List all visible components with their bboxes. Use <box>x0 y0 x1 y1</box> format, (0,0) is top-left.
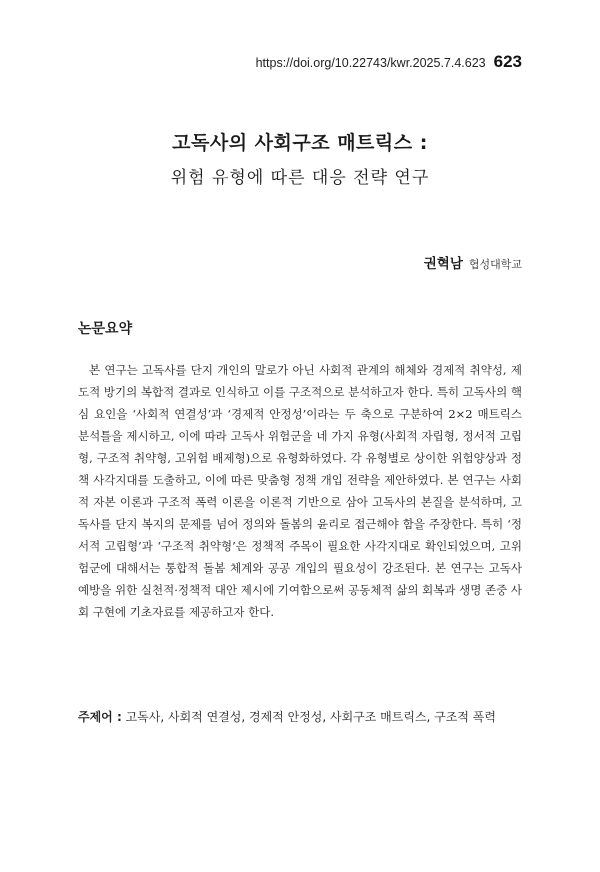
page-number: 623 <box>493 52 522 71</box>
keywords-line <box>78 708 538 725</box>
title-block <box>0 128 600 188</box>
page-header <box>256 52 522 72</box>
keywords-label: 주제어 : <box>78 710 122 724</box>
abstract-body: 본 연구는 고독사를 단지 개인의 말로가 아닌 사회적 관계의 해체와 경제적 취약성, 제도적 방기의 복합적 결과로 인식하고 이를 구조적으로 분석하고자 한다. 특히 고독사의 핵심 요인을 ‘사회적 연결성’과 ‘경제적 안정성’이라는 두 축으로 구분하여 2×2 매트릭스 분석틀을 제시하고, 이에 따라 고독사 위험군을 네 가지 유형(사회적 자립형, 정서적 고립형, 구조적 취약형, 고위험 배제형)으로 유형화하였다. 각 유형별로 상이한 위험양상과 정책 사각지대를 도출하고, 이에 따른 맞춤형 정책 개입 전략을 제안하였다. 본 연구는 사회적 자본 이론과 구조적 폭력 이론을 이론적 기반으로 삼아 고독사의 본질을 분석하며, 고독사를 단지 복지의 문제를 넘어 정의와 돌봄의 윤리로 접근해야 함을 주장한다. 특히 ‘정서적 고립형’과 ‘구조적 취약형’은 정책적 주목이 필요한 사각지대로 확인되었으며, 고위험군에 대해서는 통합적 돌봄 체계와 공공 개입의 필요성이 강조된다. 본 연구는 고독사 예방을 위한 실천적·정책적 대안 제시에 기여함으로써 공동체적 삶의 회복과 생명 존중 사회 구현에 기초자료를 제공하고자 한다. <box>78 363 522 619</box>
abstract-heading: 논문요약 <box>78 321 133 337</box>
keywords-text: 고독사, 사회적 연결성, 경제적 안정성, 사회구조 매트릭스, 구조적 폭력 <box>125 710 496 724</box>
author-line <box>424 252 522 272</box>
author-name: 권혁남 <box>423 256 463 272</box>
paper-title: 고독사의 사회구조 매트릭스 : <box>172 132 428 154</box>
doi-link[interactable]: https://doi.org/10.22743/kwr.2025.7.4.623 <box>255 56 486 70</box>
author-affiliation: 협성대학교 <box>468 258 522 271</box>
paper-subtitle: 위험 유형에 따른 대응 전략 연구 <box>170 168 430 188</box>
